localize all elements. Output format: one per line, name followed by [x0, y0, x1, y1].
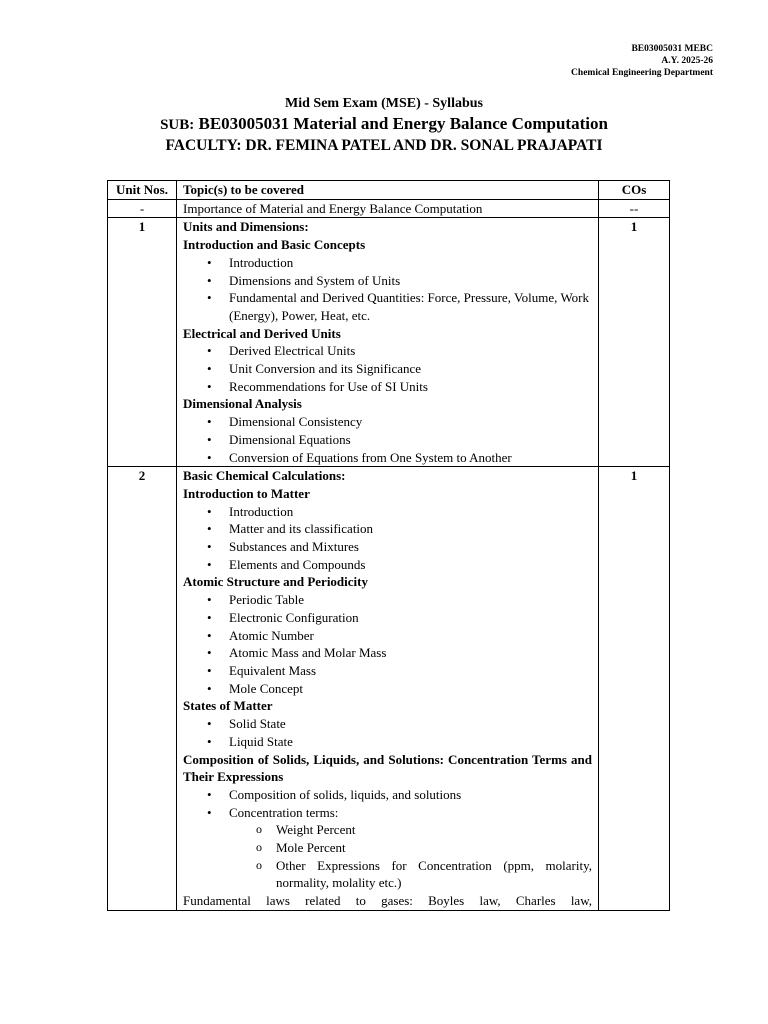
table-row [108, 199, 670, 218]
table-header-row [108, 181, 670, 200]
list-item: • Conversion of Equations from One System to Another [229, 449, 592, 467]
list-item: • Composition of solids, liquids, and solutions [229, 786, 592, 804]
list-item: • Elements and Compounds [229, 556, 592, 574]
header-unit: Unit Nos. [108, 181, 177, 200]
syllabus-table [107, 180, 670, 911]
section-heading: Electrical and Derived Units [183, 325, 341, 341]
department: Chemical Engineering Department [571, 68, 713, 78]
sub-topic-list [183, 821, 592, 892]
list-item: • Dimensional Consistency [229, 413, 592, 431]
list-item: • Substances and Mixtures [229, 538, 592, 556]
section-heading: Introduction and Basic Concepts [183, 237, 366, 253]
list-item: • Solid State [229, 715, 592, 733]
list-item: • Introduction [229, 254, 592, 272]
unit-cos: 1 [599, 218, 670, 467]
topic-list [183, 342, 592, 395]
list-item: • Fundamental and Derived Quantities: Force, Pressure, Volume, Work (Energy), Power, Heat, etc. [229, 289, 592, 324]
title-block [0, 95, 768, 156]
unit-number: 1 [108, 218, 177, 467]
header-cos: COs [599, 181, 670, 200]
section-heading: Composition of Solids, Liquids, and Solutions: Concentration Terms and Their Expressions [183, 751, 592, 785]
academic-year: A.Y. 2025-26 [661, 56, 713, 66]
unit-topics [177, 218, 599, 467]
list-item: • Atomic Number [229, 627, 592, 645]
section-heading: Dimensional Analysis [183, 396, 302, 412]
header-topic: Topic(s) to be covered [177, 181, 599, 200]
list-item: • Recommendations for Use of SI Units [229, 378, 592, 396]
course-code: BE03005031 MEBC [631, 44, 713, 54]
topic-list [183, 715, 592, 750]
list-item: • Liquid State [229, 733, 592, 751]
topic-list [183, 503, 592, 574]
topic-list [183, 254, 592, 325]
topic-list [183, 786, 592, 821]
table-row-unit-2 [108, 467, 670, 911]
list-item: • Matter and its classification [229, 520, 592, 538]
list-item: • Introduction [229, 503, 592, 521]
list-item: • Unit Conversion and its Significance [229, 360, 592, 378]
exam-title: Mid Sem Exam (MSE) - Syllabus [285, 96, 483, 111]
unit-cos: 1 [599, 467, 670, 911]
subject-name: BE03005031 Material and Energy Balance Computation [198, 114, 608, 133]
unit-number: 2 [108, 467, 177, 911]
sub-list-item: o Mole Percent [276, 839, 592, 857]
gas-laws-text: Fundamental laws related to gases: Boyles law, Charles law, [183, 893, 592, 909]
unit-title: Units and Dimensions: [183, 219, 309, 235]
list-item: • Dimensions and System of Units [229, 272, 592, 290]
document-header [571, 43, 713, 79]
row-cos: -- [599, 199, 670, 218]
sub-list-item: o Weight Percent [276, 821, 592, 839]
list-item: • Atomic Mass and Molar Mass [229, 644, 592, 662]
unit-title: Basic Chemical Calculations: [183, 468, 346, 484]
list-item: • Dimensional Equations [229, 431, 592, 449]
section-heading: States of Matter [183, 698, 273, 714]
faculty-line [0, 136, 768, 156]
faculty-prefix: FACULTY: [165, 137, 242, 154]
subject-prefix: SUB: [160, 117, 195, 133]
subject-line [0, 113, 768, 136]
list-item: • Concentration terms: [229, 804, 592, 822]
list-item: • Mole Concept [229, 680, 592, 698]
section-heading: Atomic Structure and Periodicity [183, 574, 368, 590]
row-unit: - [108, 199, 177, 218]
row-topic: Importance of Material and Energy Balance Computation [177, 199, 599, 218]
unit-topics [177, 467, 599, 911]
list-item: • Equivalent Mass [229, 662, 592, 680]
topic-list [183, 413, 592, 466]
list-item: • Periodic Table [229, 591, 592, 609]
list-item: • Derived Electrical Units [229, 342, 592, 360]
topic-list [183, 591, 592, 697]
section-heading: Introduction to Matter [183, 485, 310, 501]
list-item: • Electronic Configuration [229, 609, 592, 627]
table-row-unit-1 [108, 218, 670, 467]
sub-list-item: o Other Expressions for Concentration (ppm, molarity, normality, molality etc.) [276, 857, 592, 892]
faculty-names: DR. FEMINA PATEL AND DR. SONAL PRAJAPATI [245, 137, 603, 154]
